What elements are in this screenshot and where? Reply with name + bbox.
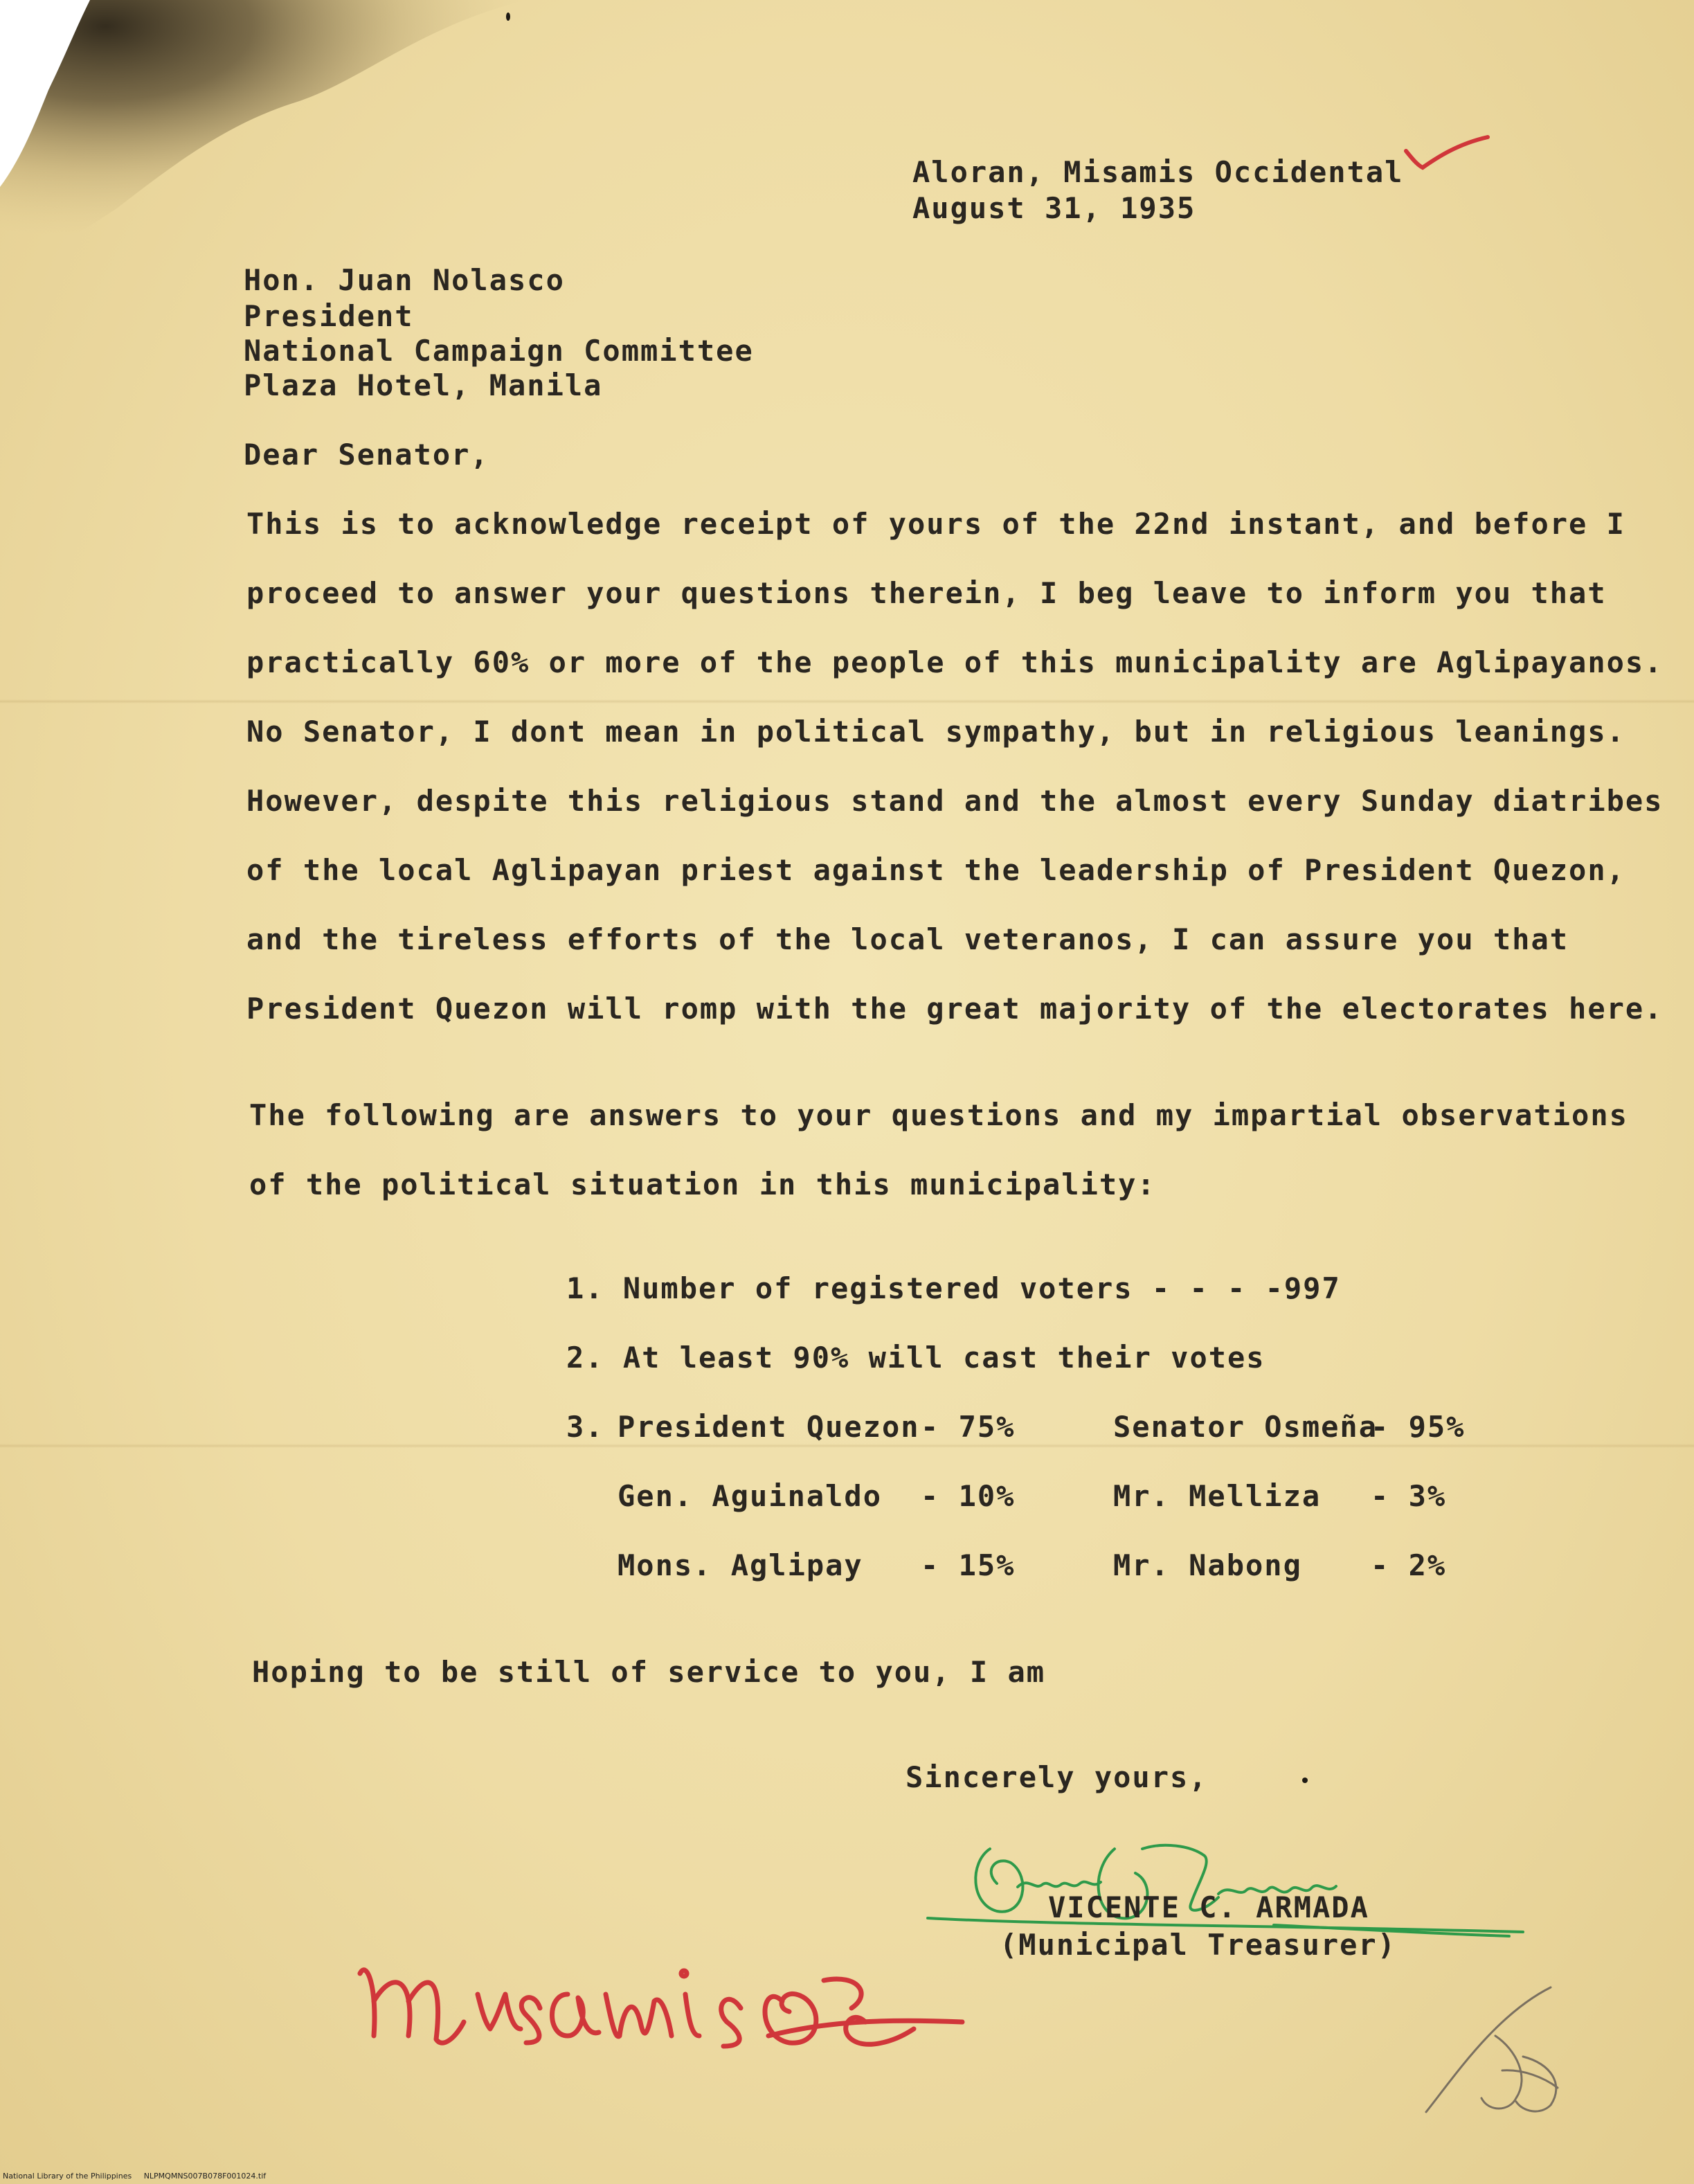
candidate-name: Mons. Aglipay (618, 1548, 863, 1582)
candidate-name: Senator Osmeña (1113, 1410, 1378, 1444)
fold-line (0, 1444, 1694, 1448)
red-pencil-annotation (339, 1918, 990, 2070)
recipient-line: President (244, 299, 414, 333)
candidate-name: Mr. Melliza (1113, 1479, 1322, 1513)
candidate-percentage: - 75% (921, 1410, 1016, 1444)
body-line: and the tireless efforts of the local veteranos, I can assure you that (246, 922, 1569, 956)
candidate-percentage: - 2% (1371, 1548, 1447, 1582)
signatory-name: VICENTE C. ARMADA (1048, 1890, 1369, 1924)
letter-date: August 31, 1935 (912, 191, 1196, 225)
archive-footer: National Library of the Philippines NLPMQMNS007B078F001024.tif (3, 2172, 267, 2181)
recipient-line: National Campaign Committee (244, 334, 754, 368)
candidate-name: Gen. Aguinaldo (618, 1479, 883, 1513)
body-line: proceed to answer your questions therein, I beg leave to inform you that (246, 576, 1607, 610)
pencil-mark (1412, 1973, 1606, 2126)
candidate-percentage: - 95% (1371, 1410, 1466, 1444)
recipient-line: Plaza Hotel, Manila (244, 368, 603, 402)
body-line: This is to acknowledge receipt of yours of the 22nd instant, and before I (246, 507, 1625, 541)
check-mark-icon (1402, 132, 1492, 180)
body-line: of the political situation in this municipality: (249, 1167, 1156, 1201)
signatory-title: (Municipal Treasurer) (1000, 1928, 1397, 1962)
letter-place: Aloran, Misamis Occidental (912, 155, 1404, 189)
fold-line (0, 699, 1694, 704)
candidate-percentage: - 3% (1371, 1479, 1447, 1513)
salutation: Dear Senator, (244, 438, 489, 472)
ink-speck (504, 10, 512, 24)
body-line: practically 60% or more of the people of this municipality are Aglipayanos. (246, 645, 1664, 679)
candidate-name: Mr. Nabong (1113, 1548, 1302, 1582)
body-line: No Senator, I dont mean in political sympathy, but in religious leanings. (246, 715, 1625, 749)
answer-item: 2. At least 90% will cast their votes (566, 1341, 1265, 1375)
ink-speck (1300, 1775, 1310, 1785)
burn-stain (0, 0, 526, 263)
body-line: However, despite this religious stand and the almost every Sunday diatribes (246, 784, 1664, 818)
candidate-percentage: - 15% (921, 1548, 1016, 1582)
closing-line: Hoping to be still of service to you, I am (252, 1655, 1046, 1689)
candidate-percentage: - 10% (921, 1479, 1016, 1513)
answer-item-number: 3. (566, 1410, 604, 1444)
recipient-line: Hon. Juan Nolasco (244, 263, 565, 297)
signoff: Sincerely yours, (905, 1760, 1208, 1794)
body-line: President Quezon will romp with the great majority of the electorates here. (246, 992, 1664, 1026)
body-line: of the local Aglipayan priest against the leadership of President Quezon, (246, 853, 1625, 887)
body-line: The following are answers to your questions and my impartial observations (249, 1098, 1628, 1132)
candidate-name: President Quezon (618, 1410, 920, 1444)
answer-item: 1. Number of registered voters - - - -997 (566, 1271, 1341, 1305)
